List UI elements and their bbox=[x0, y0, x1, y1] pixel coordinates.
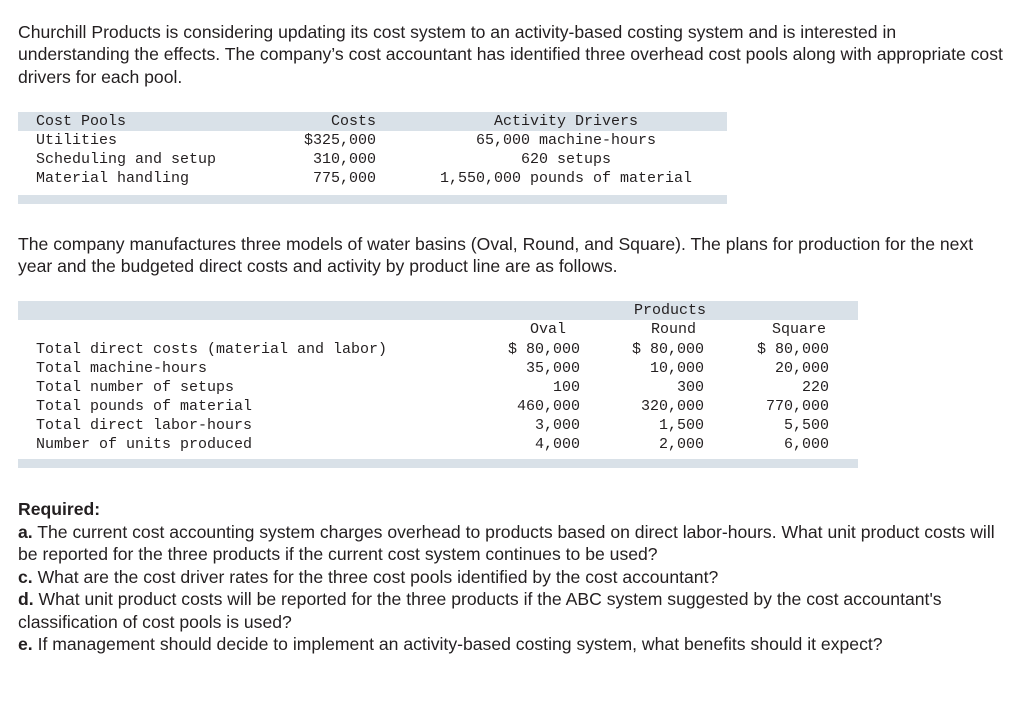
table1-row-driver: 65,000 machine-hours bbox=[475, 132, 657, 149]
table1-row-cost: 775,000 bbox=[312, 170, 376, 187]
cell-round: 1,500 bbox=[658, 417, 704, 434]
question-letter: c. bbox=[18, 566, 33, 587]
cell-square: 220 bbox=[801, 379, 829, 396]
cell-oval: 4,000 bbox=[534, 436, 580, 453]
table2-footer-band bbox=[18, 459, 858, 468]
table1-header-driver: Activity Drivers bbox=[493, 113, 639, 130]
question-text: The current cost accounting system charges overhead to products based on direct labor-hours. What unit product costs will be reported for the three products if the current cost system continues to be used? bbox=[18, 521, 995, 564]
row-label: Total pounds of material bbox=[36, 398, 253, 415]
table1-row-driver: 620 setups bbox=[520, 151, 611, 168]
table1-row-cost: 310,000 bbox=[312, 151, 376, 168]
table1-row-cost: $325,000 bbox=[303, 132, 376, 149]
cell-square: 770,000 bbox=[765, 398, 829, 415]
table1-footer-band bbox=[18, 195, 727, 204]
required-section bbox=[18, 498, 1008, 656]
table1-row-pool: Material handling bbox=[36, 170, 190, 187]
question-letter: e. bbox=[18, 634, 33, 654]
cell-square: 6,000 bbox=[783, 436, 829, 453]
table1-row-driver: 1,550,000 pounds of material bbox=[439, 170, 693, 187]
products-group-header: Products bbox=[633, 302, 706, 319]
cell-oval: 3,000 bbox=[534, 417, 580, 434]
table1-header-pool: Cost Pools bbox=[36, 113, 127, 130]
column-header-square: Square bbox=[771, 321, 826, 338]
row-label: Total direct labor-hours bbox=[36, 417, 253, 434]
products-paragraph: The company manufactures three models of water basins (Oval, Round, and Square). The plans for production for the next year and the budgeted direct costs and activity by product line are as follows. bbox=[18, 234, 974, 277]
cell-round: 320,000 bbox=[640, 398, 704, 415]
cell-oval: 100 bbox=[552, 379, 580, 396]
cell-oval: 460,000 bbox=[516, 398, 580, 415]
question-c bbox=[18, 566, 1008, 589]
question-text: What are the cost driver rates for the three cost pools identified by the cost accountant? bbox=[37, 566, 719, 587]
question-e bbox=[18, 633, 1008, 656]
row-label: Total number of setups bbox=[36, 379, 235, 396]
cell-oval: 35,000 bbox=[525, 360, 580, 377]
column-header-round: Round bbox=[650, 321, 696, 338]
intro-paragraph: Churchill Products is considering updating its cost system to an activity-based costing system and is interested in understanding the effects. The company’s cost accountant has identified three overhead cost pools along with appropriate cost drivers for each pool. bbox=[18, 22, 1003, 87]
question-text: If management should decide to implement an activity-based costing system, what benefits should it expect? bbox=[37, 634, 883, 654]
question-text: What unit product costs will be reported for the three products if the ABC system suggested by the cost accountant's classification of cost pools is used? bbox=[18, 589, 942, 632]
row-label: Number of units produced bbox=[36, 436, 253, 453]
question-a bbox=[18, 521, 1008, 566]
cell-round: $ 80,000 bbox=[631, 341, 704, 358]
table1-header-cost: Costs bbox=[330, 113, 376, 130]
cell-square: $ 80,000 bbox=[756, 341, 829, 358]
question-letter: a. bbox=[18, 521, 33, 542]
cell-square: 5,500 bbox=[783, 417, 829, 434]
question-letter: d. bbox=[18, 589, 34, 609]
cell-round: 300 bbox=[676, 379, 704, 396]
row-label: Total machine-hours bbox=[36, 360, 208, 377]
question-d bbox=[18, 588, 1008, 633]
cell-square: 20,000 bbox=[774, 360, 829, 377]
table1-row-pool: Scheduling and setup bbox=[36, 151, 217, 168]
cell-round: 10,000 bbox=[649, 360, 704, 377]
row-label: Total direct costs (material and labor) bbox=[36, 341, 388, 358]
table1-row-pool: Utilities bbox=[36, 132, 118, 149]
required-title: Required: bbox=[18, 499, 101, 519]
column-header-oval: Oval bbox=[529, 321, 566, 338]
cell-round: 2,000 bbox=[658, 436, 704, 453]
cell-oval: $ 80,000 bbox=[507, 341, 580, 358]
